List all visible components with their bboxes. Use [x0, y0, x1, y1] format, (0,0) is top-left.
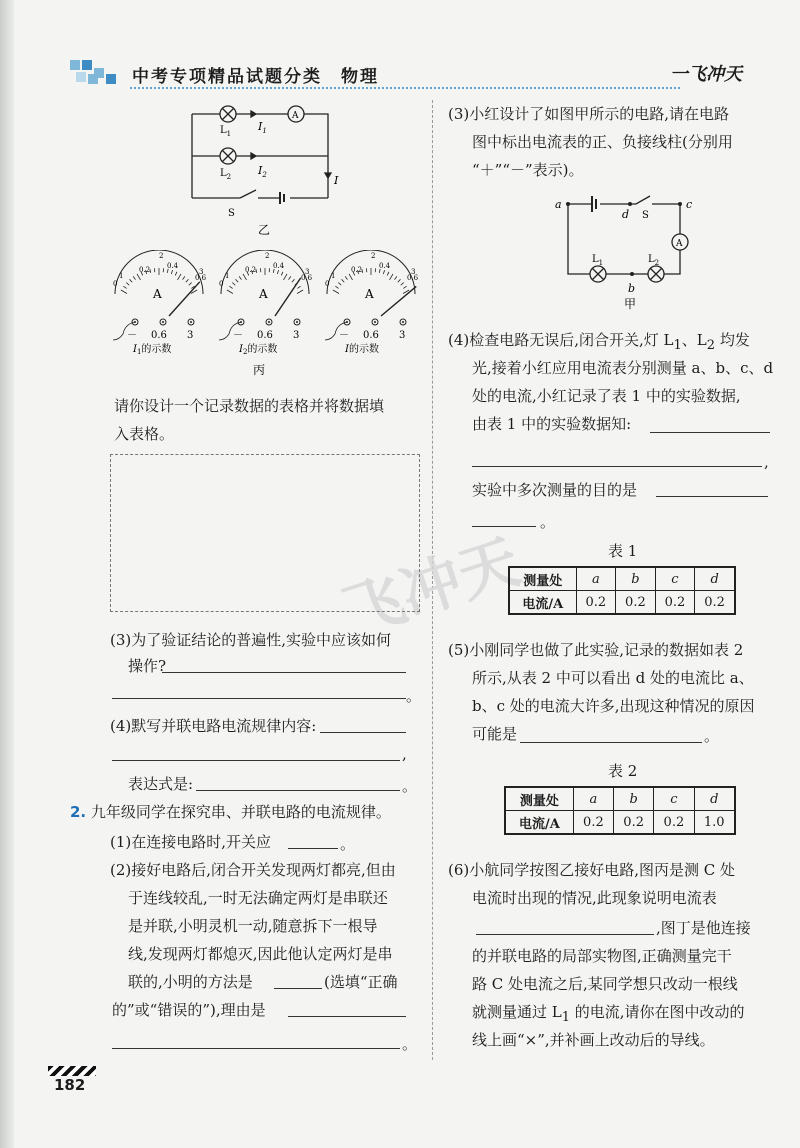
dial-tick [297, 286, 300, 288]
r-q4-purpose-blank-2[interactable] [472, 526, 536, 527]
q2-2-line-3: 是并联,小明灵机一动,随意拆下一根导 [128, 917, 378, 935]
dial-tick [123, 286, 126, 288]
q4-comma: , [402, 745, 407, 763]
q4-answer-blank-1[interactable] [320, 732, 406, 733]
table-header-cell: 测量处 [505, 787, 573, 811]
table-header-cell: c [655, 567, 695, 591]
table-row [505, 811, 735, 835]
q4-period: 。 [402, 777, 418, 795]
figure-caption: 丙 [253, 363, 266, 377]
r-q5-period: 。 [704, 727, 720, 745]
header-rule [130, 87, 680, 89]
q4-expression-label: 表达式是: [128, 775, 194, 793]
q2-1-period: 。 [340, 835, 356, 853]
terminal-label: － [339, 330, 349, 341]
page-header [60, 58, 760, 92]
table-row [509, 591, 735, 615]
table-cell: 0.2 [655, 591, 695, 615]
terminal-label: － [127, 330, 137, 341]
dial-needle [169, 282, 200, 316]
dial-caption: $I_1$的示数 [133, 344, 172, 356]
page-number: 182 [54, 1076, 86, 1094]
dial-tick [342, 279, 345, 282]
dial-scale-label: 0 [219, 280, 224, 288]
dial-tick [349, 274, 353, 280]
r-q4-comma: , [764, 453, 769, 471]
r-q3-line-3: “＋”“－”表示)。 [472, 161, 584, 179]
dial-tick [178, 274, 182, 280]
table-header-cell: d [694, 787, 735, 811]
q3-period: 。 [406, 687, 422, 705]
dial-tick [284, 274, 288, 280]
q4-answer-blank-2[interactable] [112, 760, 400, 761]
meter-letter: A [259, 287, 268, 301]
r-q5-blank[interactable] [520, 742, 702, 743]
terminal-dot [268, 321, 270, 323]
terminal-label: 3 [399, 330, 406, 341]
r-q4-line-4: 由表 1 中的实验数据知: [472, 415, 632, 433]
dial-tick [403, 286, 406, 288]
dial-caption: I的示数 [345, 344, 379, 355]
terminal-dot [296, 321, 298, 323]
table-cell: 1.0 [694, 811, 735, 835]
terminal-label: 3 [293, 330, 300, 341]
dial-scale-label: 0.4 [379, 262, 391, 270]
dial-caption: $I_2$的示数 [239, 344, 278, 356]
node-d: d [622, 208, 630, 221]
q3-answer-blank-2[interactable] [112, 698, 406, 699]
lamp-l2-label: $L_2$ [648, 254, 660, 267]
dial-tick [289, 276, 291, 279]
header-brand: 一飞冲天 [670, 64, 742, 85]
dial-scale-label: 0.2 [245, 266, 257, 274]
terminal-label: 3 [187, 330, 194, 341]
dial-tick [383, 270, 384, 274]
figure-caption: 甲 [624, 297, 637, 311]
terminal-label: 0.6 [257, 330, 273, 341]
meter-letter: A [365, 287, 374, 301]
table-cell: 0.2 [695, 591, 735, 615]
table-2 [504, 786, 736, 835]
watermark: 飞冲天 [335, 526, 528, 649]
r-q4-blank-1[interactable] [650, 432, 770, 433]
dial-scale-label: 0.6 [301, 274, 313, 282]
dial-tick [277, 270, 278, 274]
terminal-dot [374, 321, 376, 323]
node-b: b [628, 282, 636, 295]
ammeter-dial-3 [325, 250, 419, 355]
q2-2-line-6: 的”或“错误的”),理由是 [112, 1001, 266, 1019]
table-row [509, 567, 735, 591]
node-a: a [555, 198, 562, 211]
dial-scale-label: 0.6 [407, 274, 419, 282]
q3-answer-blank-1[interactable] [162, 672, 406, 673]
r-q4-period: 。 [540, 513, 556, 531]
q2-2-line-5: 联的,小明的方法是 [128, 973, 253, 991]
page-number-badge [48, 1066, 96, 1094]
dial-scale-label: 3 [199, 268, 204, 276]
ammeter-dial-2 [219, 250, 313, 356]
node-c: c [686, 198, 693, 211]
table-1 [508, 566, 736, 615]
dial-scale-label: 2 [159, 252, 164, 260]
r-q3-line-1: (3)小红设计了如图甲所示的电路,请在电路 [448, 105, 730, 123]
q3-text: (3)为了验证结论的普遍性,实验中应该如何 [110, 631, 392, 649]
figure-yi-circuit [180, 100, 340, 242]
dial-tick [395, 276, 397, 279]
page-number-stripes [48, 1066, 96, 1076]
dial-tick [133, 276, 135, 279]
table-cell: 0.2 [576, 591, 616, 615]
figure-bing-meters [105, 250, 425, 380]
r-q5-line-2: 所示,从表 2 中可以看出 d 处的电流比 a、 [472, 669, 754, 687]
dial-tick [137, 274, 141, 280]
table-1-title: 表 1 [608, 542, 638, 560]
meter-letter: A [153, 287, 162, 301]
dial-scale-label: 0.2 [139, 266, 151, 274]
r-q6-line-7: 线上画“×”,并补画上改动后的导线。 [472, 1031, 715, 1049]
ammeter-label: A [676, 239, 683, 249]
table-header-cell: 测量处 [509, 567, 576, 591]
r-q5-line-3: b、c 处的电流大许多,出现这种情况的原因 [472, 697, 755, 715]
table-2-title: 表 2 [608, 762, 638, 780]
current-i-label: I [334, 174, 339, 187]
dial-tick [186, 279, 189, 282]
dial-needle [381, 286, 416, 316]
dial-tick [333, 290, 339, 294]
table-cell: 0.2 [573, 811, 613, 835]
dial-tick [126, 283, 129, 286]
q2-2-line-4: 线,发现两灯都熄灭,因此他认定两灯是串 [128, 945, 393, 963]
r-q4-line-2: 光,接着小红应用电流表分别测量 a、b、c、d [472, 359, 774, 377]
dial-scale-label: 0.6 [195, 274, 207, 282]
r-q4-purpose: 实验中多次测量的目的是 [472, 481, 638, 499]
table-header-cell: a [573, 787, 613, 811]
dial-scale-label: 0.2 [351, 266, 363, 274]
dial-tick [229, 286, 232, 288]
table-cell: 0.2 [654, 811, 694, 835]
dial-tick [297, 290, 303, 294]
terminal-dot [402, 321, 404, 323]
q3-text-2: 操作? [128, 657, 167, 675]
q4-text: (4)默写并联电路电流规律内容: [110, 717, 317, 735]
q2-1-text: (1)在连接电路时,开关应 [110, 833, 272, 851]
answer-box[interactable] [110, 454, 420, 612]
dial-tick [401, 283, 404, 286]
current-i2-label: $I_2$ [258, 164, 267, 179]
dial-tick [183, 276, 185, 279]
table-header-cell: a [576, 567, 616, 591]
r-q4-line-3: 处的电流,小红记录了表 1 中的实验数据, [472, 387, 741, 405]
dial-tick [130, 279, 133, 282]
terminal-label: 0.6 [151, 330, 167, 341]
header-decoration [70, 60, 130, 86]
dial-tick [387, 272, 389, 276]
table-cell: 0.2 [616, 591, 656, 615]
table-header-cell: c [654, 787, 694, 811]
table-cell: 0.2 [614, 811, 654, 835]
r-q5-line-1: (5)小刚同学也做了此实验,记录的数据如表 2 [448, 641, 744, 659]
dial-tick [390, 274, 394, 280]
r-q6-line-5: 路 C 处电流之后,某同学想只改动一根线 [472, 975, 738, 993]
terminal-label: － [233, 330, 243, 341]
dial-tick [281, 272, 283, 276]
q2-2-period: 。 [402, 1035, 418, 1053]
dial-scale-label: 1 [331, 272, 336, 280]
switch-label: S [642, 210, 649, 221]
dial-scale-label: 0 [113, 280, 118, 288]
terminal-label: 0.6 [363, 330, 379, 341]
dial-tick [121, 290, 127, 294]
table-row-label: 电流/A [505, 811, 573, 835]
q2-2-line-2: 于连线较乱,一时无法确定两灯是串联还 [128, 889, 388, 907]
lamp-l1-label: $L_1$ [592, 254, 604, 267]
dial-scale-label: 2 [371, 252, 376, 260]
dial-scale-label: 0.4 [273, 262, 285, 270]
q2-2-line-5b: (选填“正确 [324, 973, 398, 991]
r-q4-blank-2[interactable] [472, 466, 762, 467]
r-q6-line-2: 电流时出现的情况,此现象说明电流表 [472, 889, 717, 907]
lamp-l1-label: $L_1$ [220, 125, 232, 138]
r-q6-line-6: 就测量通过 $L_1$ 的电流,请你在图中改动的 [472, 1003, 745, 1025]
q2-2-reason-blank-2[interactable] [112, 1048, 400, 1049]
design-text-1: 请你设计一个记录数据的表格并将数据填 [114, 397, 385, 415]
dial-scale-label: 3 [305, 268, 310, 276]
r-q6-blank[interactable] [476, 934, 654, 935]
switch-label: S [228, 208, 235, 219]
dial-tick [239, 276, 241, 279]
dial-tick [292, 279, 295, 282]
table-header-cell: d [695, 567, 735, 591]
table-row-label: 电流/A [509, 591, 576, 615]
q2-2-line-1: (2)接好电路后,闭合开关发现两灯都亮,但由 [110, 861, 396, 879]
r-q3-line-2: 图中标出电流表的正、负接线柱(分别用 [472, 133, 733, 151]
dial-scale-label: 1 [119, 272, 124, 280]
dial-tick [171, 270, 172, 274]
ammeter-dial-1 [113, 250, 207, 356]
figure-caption: 乙 [258, 223, 271, 237]
dial-scale-label: 3 [411, 268, 416, 276]
table-row [505, 787, 735, 811]
dial-tick [243, 274, 247, 280]
dial-tick [232, 283, 235, 286]
table-header-cell: b [614, 787, 654, 811]
page-edge [0, 0, 14, 1148]
ammeter-label: A [292, 111, 299, 121]
dial-tick [227, 290, 233, 294]
lamp-l2-label: $L_2$ [220, 168, 232, 181]
r-q6-line-1: (6)小航同学按图乙接好电路,图丙是测 C 处 [448, 861, 736, 879]
r-q4-line-1: (4)检查电路无误后,闭合开关,灯 $L_1$、$L_2$ 均发 [448, 331, 750, 353]
dial-scale-label: 0.4 [167, 262, 179, 270]
current-i1-label: $I_1$ [258, 120, 267, 135]
dial-scale-label: 2 [265, 252, 270, 260]
dial-tick [398, 279, 401, 282]
r-q6-line-4: 的并联电路的局部实物图,正确测量完干 [472, 947, 732, 965]
dial-tick [175, 272, 177, 276]
r-q6-line-3: ,图丁是他连接 [656, 919, 751, 937]
r-q5-maybe: 可能是 [472, 725, 518, 743]
question-2-number: 2. [70, 803, 87, 821]
q4-expression-blank[interactable] [196, 790, 400, 791]
dial-tick [338, 283, 341, 286]
q2-2-choice-blank[interactable] [274, 988, 322, 989]
header-title: 中考专项精品试题分类 物理 [132, 67, 379, 87]
dial-tick [236, 279, 239, 282]
figure-jia-circuit [552, 190, 712, 312]
dial-scale-label: 0 [325, 280, 330, 288]
q2-2-reason-blank-1[interactable] [288, 1016, 406, 1017]
q2-1-blank[interactable] [288, 848, 338, 849]
terminal-dot [190, 321, 192, 323]
table-header-cell: b [616, 567, 656, 591]
dial-needle [275, 278, 301, 316]
question-2-stem: 2. 九年级同学在探究串、并联电路的电流规律。 [70, 803, 391, 821]
terminal-dot [162, 321, 164, 323]
dial-tick [335, 286, 338, 288]
dial-tick [345, 276, 347, 279]
dial-tick [189, 283, 192, 286]
r-q4-purpose-blank[interactable] [656, 496, 768, 497]
dial-scale-label: 1 [225, 272, 230, 280]
design-text-2: 入表格。 [114, 425, 175, 443]
